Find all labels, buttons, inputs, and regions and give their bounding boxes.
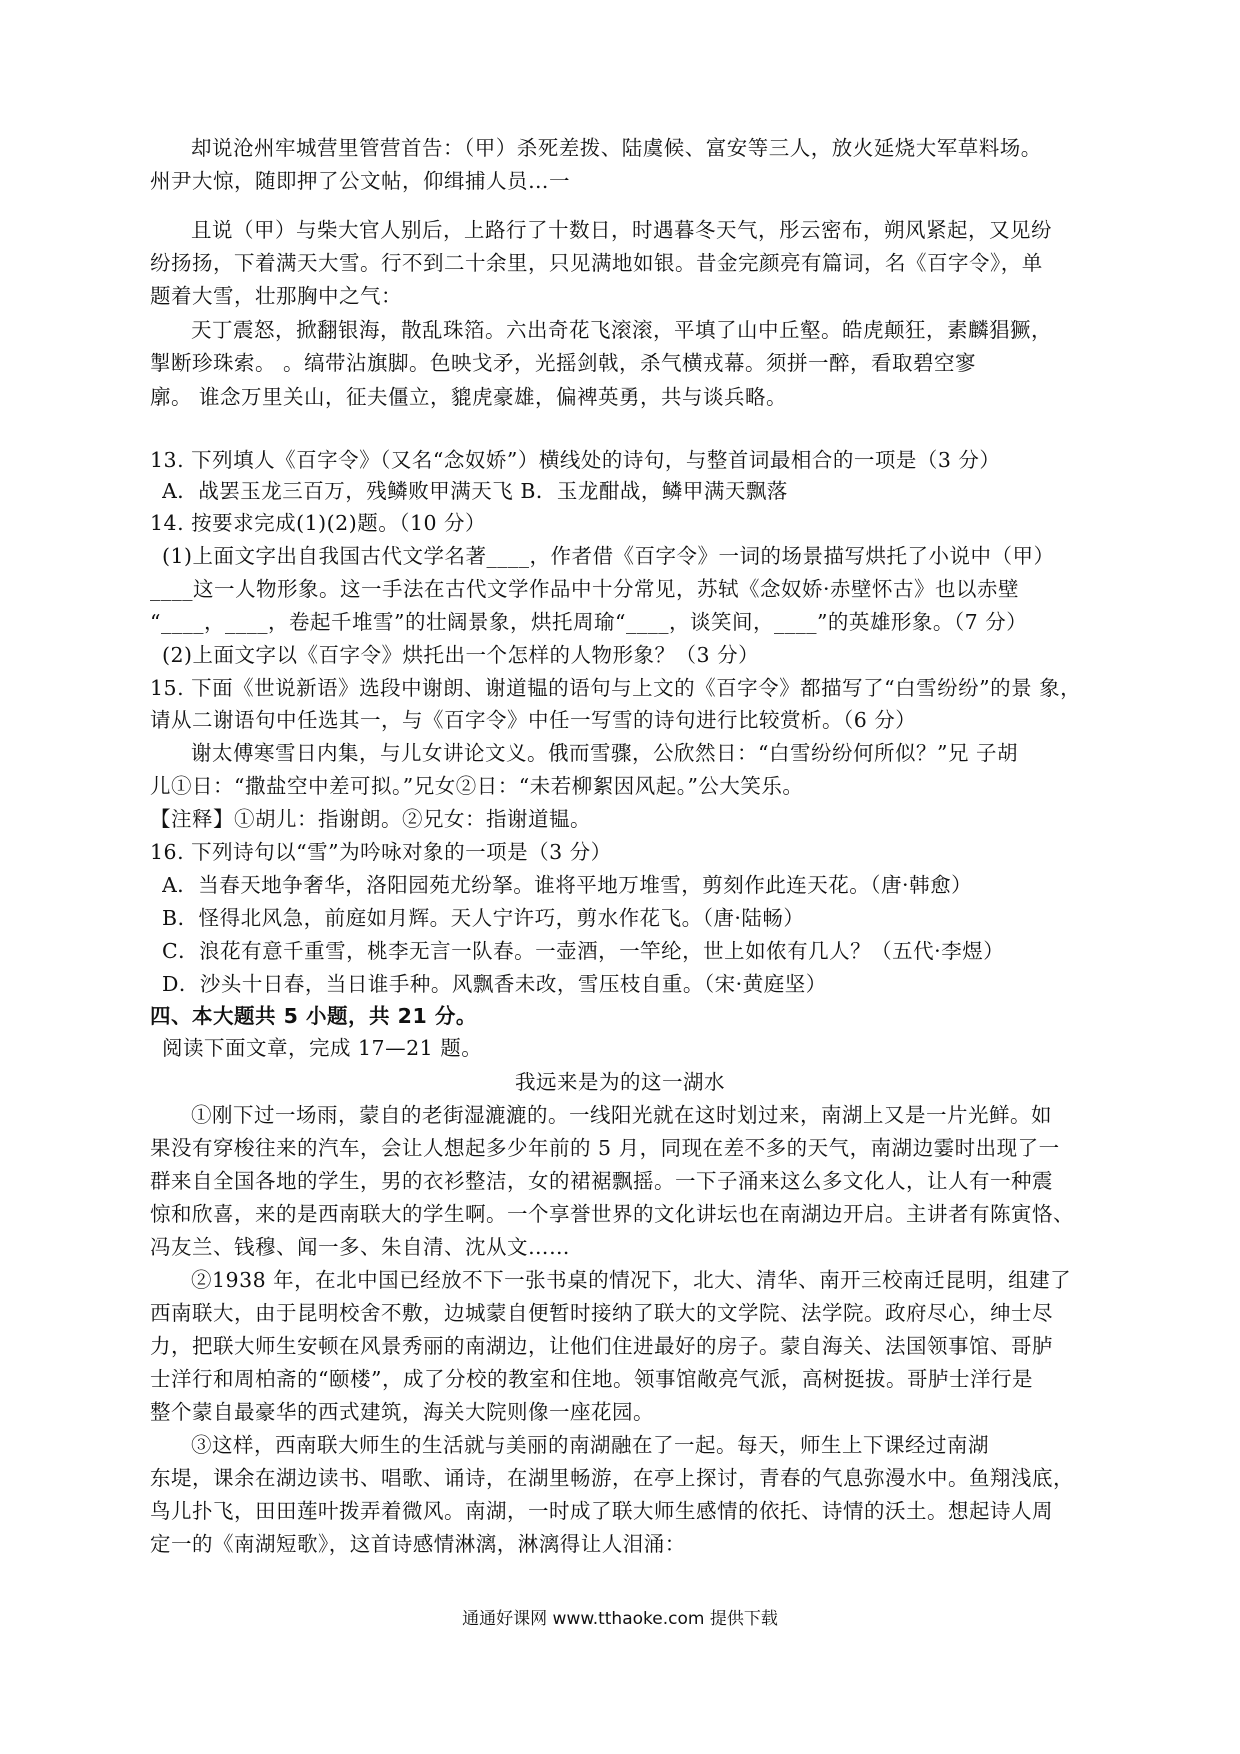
q13-stem: 13. 下列填人《百字令》（又名“念奴娇”）横线处的诗句，与整首词最相合的一项是（3 分） [150, 448, 1001, 472]
q13-options: A．战罢玉龙三百万，残鳞败甲满天飞 B．玉龙酣战，鳞甲满天飘落 [162, 479, 788, 503]
q15-stem-line2: 请从二谢语句中任选其一，与《百字令》中任一写雪的诗句进行比较赏析。（6 分） [150, 708, 917, 732]
article-p2-line5: 整个蒙自最豪华的西式建筑，海关大院则像一座花园。 [150, 1400, 654, 1424]
q14-stem: 14. 按要求完成(1)(2)题。（10 分） [150, 511, 487, 535]
poem-line3: 廓。 谁念万里关山，征夫僵立，貔虎豪雄，偏裨英勇，共与谈兵略。 [150, 385, 788, 409]
article-p2-line2: 西南联大，由于昆明校舍不敷，边城蒙自便暂时接纳了联大的文学院、法学院。政府尽心，绅士尽 [150, 1301, 1053, 1325]
q14-part2: (2)上面文字以《百字令》烘托出一个怎样的人物形象？（3 分） [162, 643, 760, 667]
q14-part1-line2: ____这一人物形象。这一手法在古代文学作品中十分常见，苏轼《念奴娇·赤壁怀古》也以赤壁 [150, 577, 1020, 601]
section4-instruction: 阅读下面文章，完成 17—21 题。 [162, 1036, 483, 1060]
passage-p2-line2: 纷扬扬，下着满天大雪。行不到二十余里，只见满地如银。昔金完颜亮有篇词，名《百字令》，单 [150, 251, 1043, 275]
article-p1-line1: ①刚下过一场雨，蒙自的老街湿漉漉的。一线阳光就在这时划过来，南湖上又是一片光鲜。如 [191, 1103, 1052, 1127]
article-p2-line3: 力，把联大师生安顿在风景秀丽的南湖边，让他们住进最好的房子。蒙自海关、法国领事馆、哥胪 [150, 1334, 1053, 1358]
q15-stem-line1: 15. 下面《世说新语》选段中谢朗、谢道韫的语句与上文的《百字令》都描写了“白雪纷纷”的景 象， [150, 676, 1082, 700]
q16-stem: 16. 下列诗句以“雪”为吟咏对象的一项是（3 分） [150, 840, 612, 864]
q16-option-a: A．当春天地争奢华，洛阳园苑尤纷拏。谁将平地万堆雪，剪刻作此连天花。（唐·韩愈） [162, 873, 973, 897]
article-p1-line5: 冯友兰、钱穆、闻一多、朱自清、沈从文…… [150, 1235, 570, 1259]
page-footer[interactable]: 通通好课网 www.tthaoke.com 提供下载 [462, 1609, 778, 1629]
q15-text-line1: 谢太傅寒雪日内集，与儿女讲论文义。俄而雪骤，公欣然日：“白雪纷纷何所似？”兄 子胡 [191, 741, 1018, 765]
article-p2-line4: 士洋行和周柏斋的“颐楼”，成了分校的教室和住地。领事馆敞亮气派，高树挺拔。哥胪士洋行是 [150, 1367, 1033, 1391]
q16-option-c: C．浪花有意千重雪，桃李无言一队春。一壶酒，一竿纶，世上如侬有几人？（五代·李煜） [162, 939, 1005, 963]
q16-option-b: B．怪得北风急，前庭如月辉。天人宁许巧，剪水作花飞。（唐·陆畅） [162, 906, 805, 930]
article-p1-line4: 惊和欣喜，来的是西南联大的学生啊。一个享誉世界的文化讲坛也在南湖边开启。主讲者有陈寅恪、 [150, 1202, 1074, 1226]
passage-p1-line1: 却说沧州牢城营里管营首告：（甲）杀死差拨、陆虞候、富安等三人，放火延烧大军草料场。 [191, 136, 1042, 160]
passage-p2-line3: 题着大雪，壮那胸中之气： [150, 284, 402, 308]
article-p3-line4: 定一的《南湖短歌》，这首诗感情淋漓，淋漓得让人泪涌： [150, 1532, 686, 1556]
passage-p2-line1: 且说（甲）与柴大官人别后，上路行了十数日，时遇暮冬天气，彤云密布，朔风紧起，又见纷 [191, 218, 1052, 242]
q16-option-d: D．沙头十日春，当日谁手种。风飘香未改，雪压枝自重。（宋·黄庭坚） [162, 972, 827, 996]
q15-note: 【注释】①胡儿：指谢朗。②兄女：指谢道韫。 [150, 807, 591, 831]
q15-text-line2: 儿①日：“撒盐空中差可拟。”兄女②日：“未若柳絮因风起。”公大笑乐。 [150, 774, 804, 798]
section4-heading: 四、本大题共 5 小题，共 21 分。 [150, 1004, 477, 1028]
q14-part1-line3: “____，____，卷起千堆雪”的壮阔景象，烘托周瑜“____，谈笑间，____”的英雄形象。（7 分） [150, 610, 1028, 634]
q14-part1-line1: (1)上面文字出自我国古代文学名著____，作者借《百字令》一词的场景描写烘托了小说中（甲） [162, 544, 1055, 568]
article-p3-line3: 鸟儿扑飞，田田莲叶拨弄着微风。南湖，一时成了联大师生感情的依托、诗情的沃土。想起诗人周 [150, 1499, 1053, 1523]
poem-line2: 掣断珍珠索。 。缟带沾旗脚。色映戈矛，光摇剑戟，杀气横戎幕。须拼一醉，看取碧空寥 [150, 351, 977, 375]
article-p3-line1: ③这样，西南联大师生的生活就与美丽的南湖融在了一起。每天，师生上下课经过南湖 [191, 1433, 989, 1457]
article-p1-line2: 果没有穿梭往来的汽车，会让人想起多少年前的 5 月，同现在差不多的天气，南湖边霎时出现了一 [150, 1136, 1060, 1160]
article-p2-line1: ②1938 年，在北中国已经放不下一张书桌的情况下，北大、清华、南开三校南迁昆明，组建了 [191, 1268, 1072, 1292]
passage-p1-line2: 州尹大惊，随即押了公文帖，仰缉捕人员…一 [150, 169, 570, 193]
poem-line1: 天丁震怒，掀翻银海，散乱珠箔。六出奇花飞滚滚，平填了山中丘壑。皓虎颠狂，素麟猖獗， [191, 318, 1052, 342]
article-p3-line2: 东堤，课余在湖边读书、唱歌、诵诗，在湖里畅游，在亭上探讨，青春的气息弥漫水中。鱼翔浅底， [150, 1466, 1074, 1490]
article-p1-line3: 群来自全国各地的学生，男的衣衫整洁，女的裙裾飘摇。一下子涌来这么多文化人，让人有一种震 [150, 1169, 1053, 1193]
article-title: 我远来是为的这一湖水 [515, 1070, 725, 1094]
